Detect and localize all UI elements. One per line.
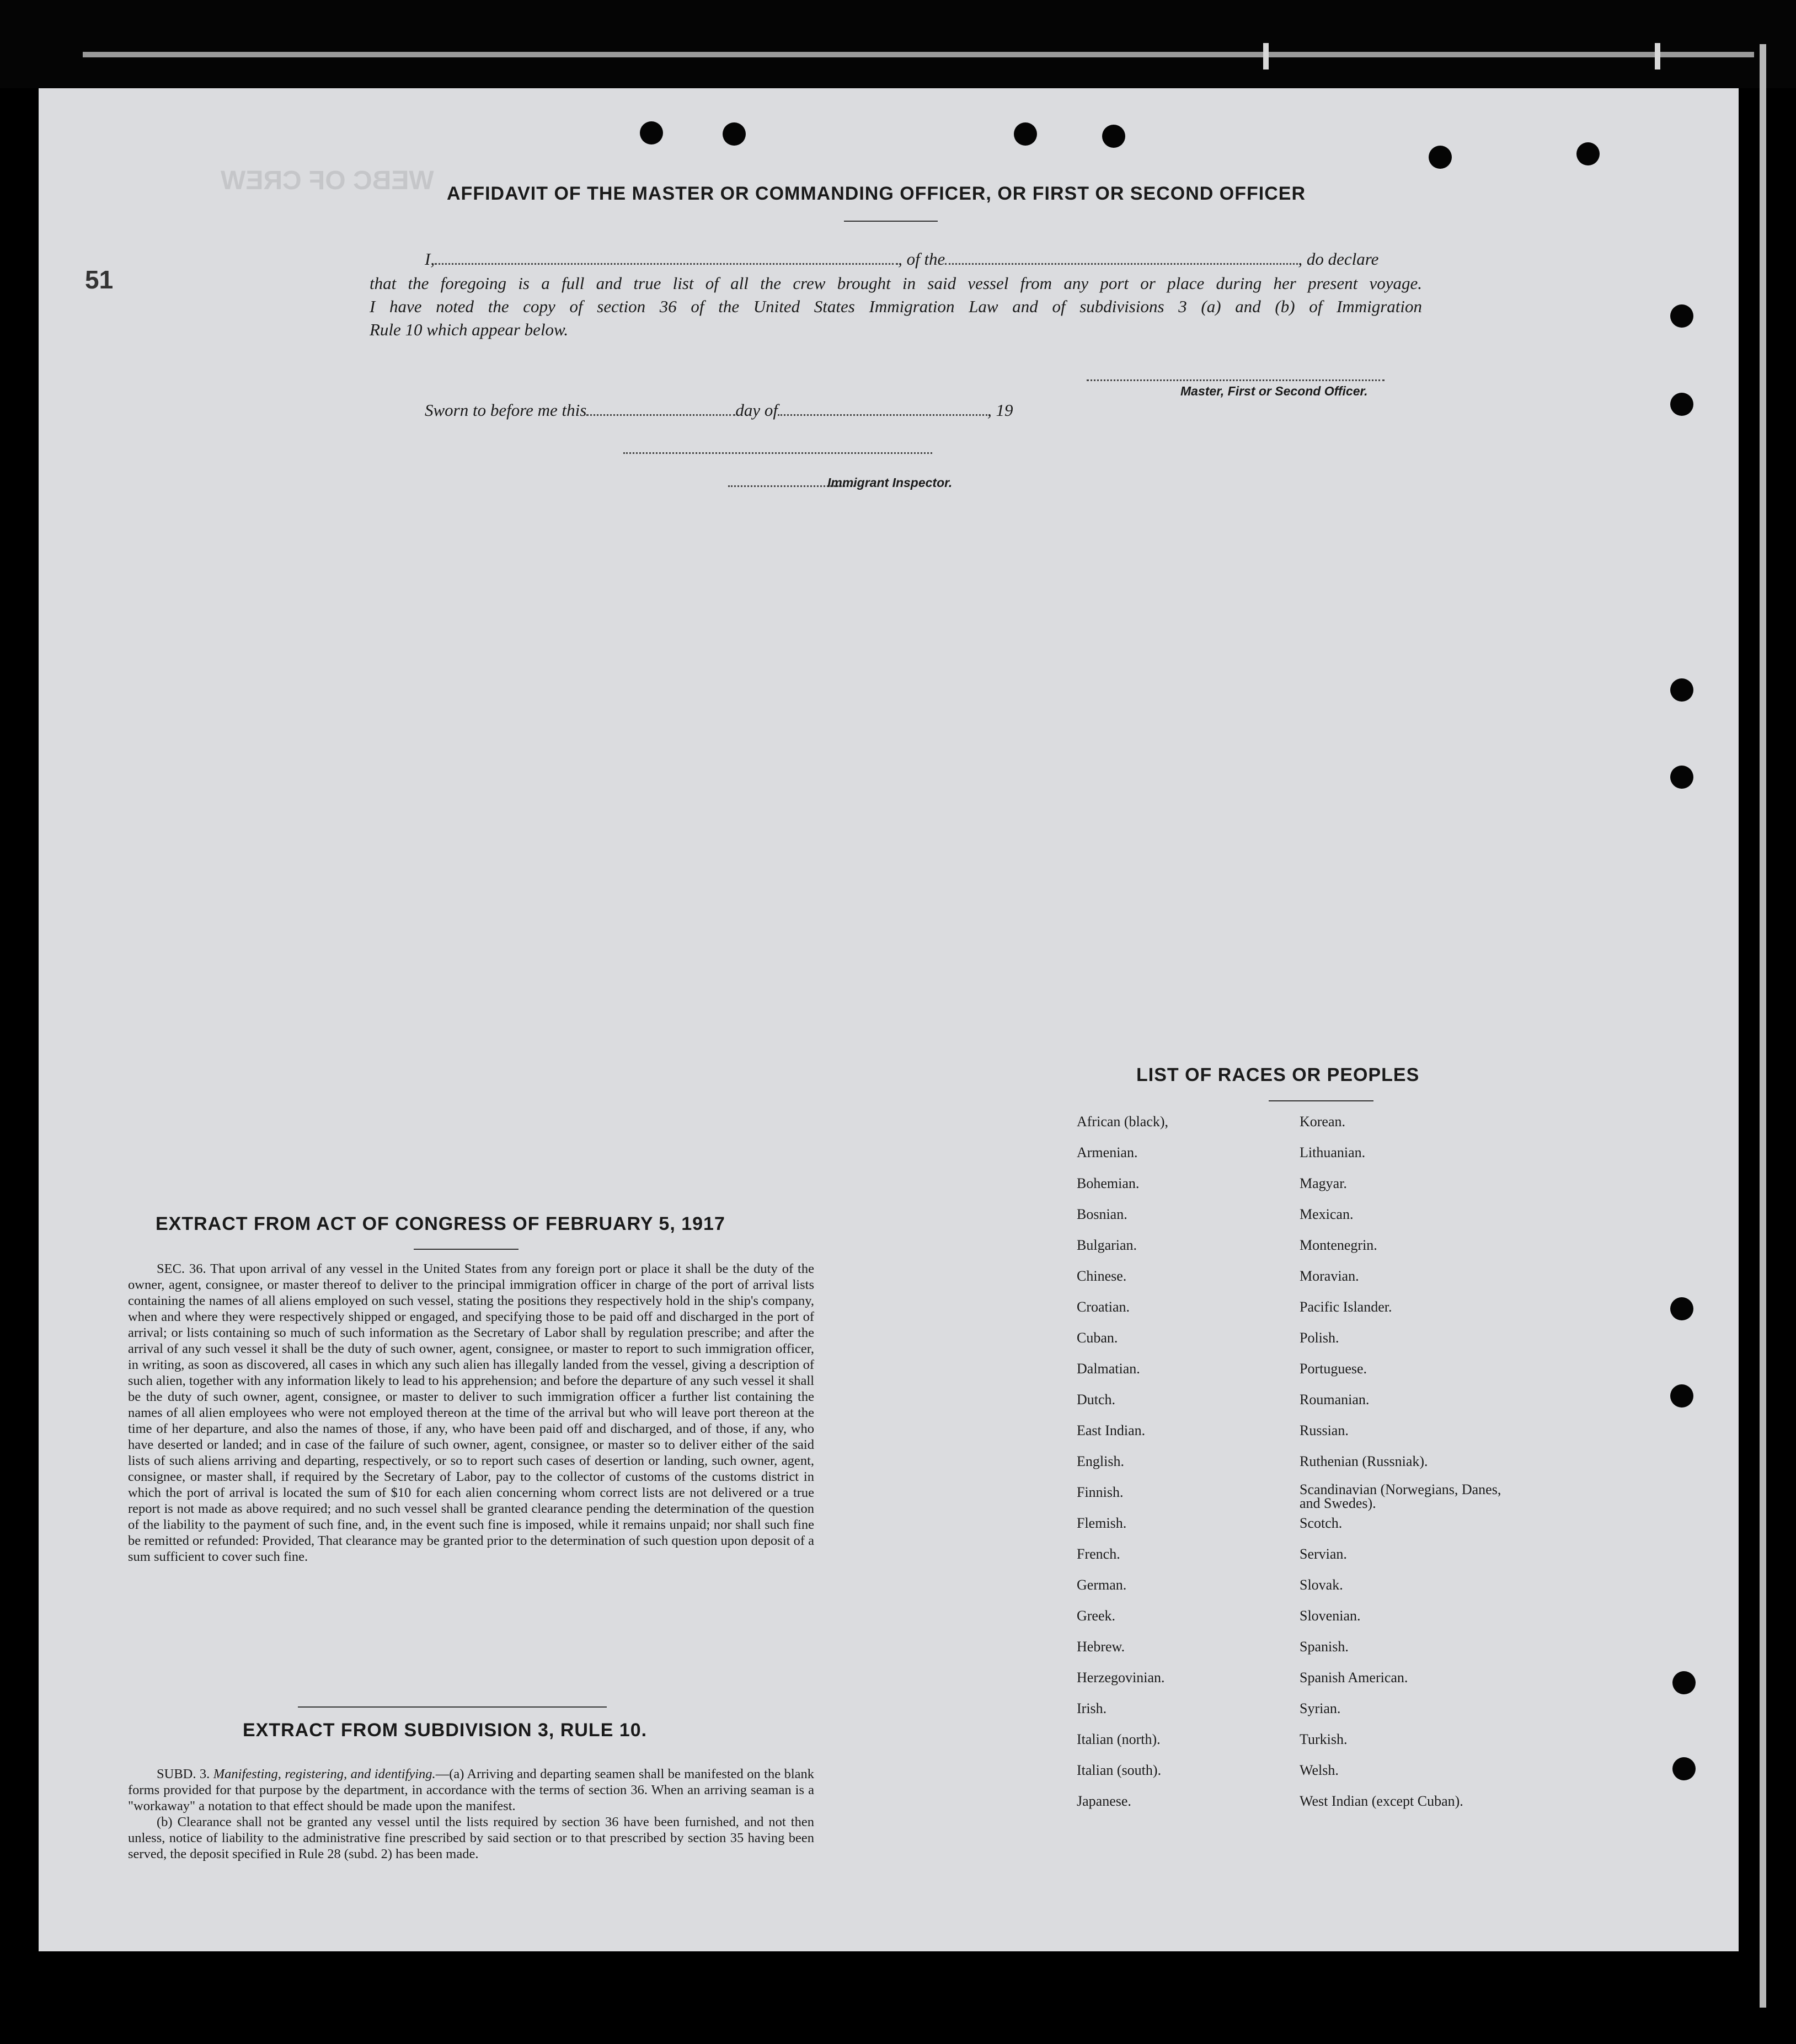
margin-number: 51	[85, 265, 114, 294]
race-entry: Moravian.	[1300, 1268, 1359, 1284]
race-entry: Spanish American.	[1300, 1670, 1408, 1686]
race-entry: Chinese.	[1077, 1268, 1127, 1284]
bleed-through-text: WEBC OF CREW	[221, 166, 434, 195]
race-entry: Syrian.	[1300, 1700, 1341, 1716]
title-rule	[844, 221, 938, 222]
race-entry: Irish.	[1077, 1700, 1107, 1716]
race-entry: Hebrew.	[1077, 1639, 1125, 1655]
subd-a-paragraph	[128, 1766, 814, 1814]
race-entry: Bosnian.	[1077, 1206, 1127, 1222]
section-36-text	[128, 1261, 814, 1565]
declaration-line-2: I have noted the copy of section 36 of the United States Immigration Law and of subdivisions 3 (a) and (b) of Immigration	[370, 297, 1422, 316]
punch-hole	[1429, 146, 1452, 169]
subd-heading: Manifesting, registering, and identifying.	[213, 1767, 436, 1781]
punch-hole	[1576, 142, 1600, 165]
race-entry: Cuban.	[1077, 1330, 1118, 1346]
film-tick	[1263, 43, 1269, 69]
race-entry: Bulgarian.	[1077, 1237, 1137, 1253]
punch-hole	[1670, 766, 1693, 789]
day-blank	[586, 402, 735, 416]
race-entry: Magyar.	[1300, 1175, 1347, 1191]
punch-hole	[1670, 304, 1693, 328]
race-entry: Scandinavian (Norwegians, Danes, and Swedes).	[1300, 1481, 1501, 1511]
inspector-signature-blank	[623, 452, 932, 454]
punch-hole	[1670, 1297, 1693, 1320]
race-entry: Spanish.	[1300, 1639, 1349, 1655]
punch-hole	[1672, 1757, 1696, 1780]
race-entry: Pacific Islander.	[1300, 1299, 1392, 1315]
year-label: , 19	[987, 400, 1013, 420]
day-of-label: day of	[735, 400, 778, 420]
film-edge-line	[83, 52, 1754, 57]
declaration-fill-line	[425, 249, 1378, 269]
sworn-label: Sworn to before me this	[425, 400, 587, 420]
race-entry: Finnish.	[1077, 1484, 1124, 1500]
punch-hole	[1672, 1671, 1696, 1694]
races-title: LIST OF RACES OR PEOPLES	[1136, 1064, 1420, 1085]
punch-hole	[1670, 393, 1693, 416]
race-entry: Montenegrin.	[1300, 1237, 1377, 1253]
race-entry: Dutch.	[1077, 1392, 1116, 1408]
act-extract-title: EXTRACT FROM ACT OF CONGRESS OF FEBRUARY 5, 1917	[156, 1213, 725, 1234]
affidavit-title: AFFIDAVIT OF THE MASTER OR COMMANDING OFFICER, OR FIRST OR SECOND OFFICER	[447, 183, 1306, 204]
race-entry: East Indian.	[1077, 1422, 1146, 1438]
film-edge-right	[1760, 44, 1766, 2008]
film-tick	[1655, 43, 1660, 69]
race-entry: Croatian.	[1077, 1299, 1130, 1315]
race-entry: Slovenian.	[1300, 1608, 1361, 1624]
do-declare-label: , do declare	[1298, 249, 1379, 269]
race-entry: Lithuanian.	[1300, 1144, 1366, 1160]
punch-hole	[640, 121, 663, 145]
race-entry: Servian.	[1300, 1546, 1347, 1562]
race-entry: Scotch.	[1300, 1515, 1343, 1531]
race-entry: Mexican.	[1300, 1206, 1354, 1222]
punch-hole	[1102, 125, 1125, 148]
race-entry: West Indian (except Cuban).	[1300, 1793, 1463, 1809]
i-label: I,	[425, 249, 435, 269]
punch-hole	[723, 122, 746, 146]
declaration-line-1: that the foregoing is a full and true list of all the crew brought in said vessel from any port or place during her present voyage.	[370, 274, 1422, 293]
subd-a-text: —(a) Arriving and departing seamen shall be manifested on the blank forms provided for that purpose by the department, in accordance with the terms of section 36. When an arriving seaman is a "workaway" a notation to that effect should be made upon the manifest.	[128, 1767, 814, 1813]
race-entry: Greek.	[1077, 1608, 1116, 1624]
race-entry: Dalmatian.	[1077, 1361, 1140, 1377]
section-rule	[414, 1249, 519, 1250]
section-36-paragraph: SEC. 36. That upon arrival of any vessel in the United States from any foreign port or place it shall be the duty of the owner, agent, consignee, or master thereof to deliver to the principal immigration officer in charge of the port of arrival lists containing the names of all aliens employed on such vessel, stating the positions they respectively hold in the ship's company, when and where they were respectively shipped or engaged, and specifying those to be paid off and discharged in the port of arrival; or lists containing so much of such information as the Secretary of Labor shall by regulation prescribe; and after the arrival of any such vessel it shall be the duty of such owner, agent, consignee, or master to report to such immigration officer, in writing, as soon as discovered, all cases in which any such alien has illegally landed from the vessel, giving a description of such alien, together with any information likely to lead to his apprehension; and before the departure of any such vessel it shall be the duty of such owner, agent, consignee, or master to deliver to such immigration officer a further list containing the names of all alien employees who were not employed thereon at the time of the arrival but who will leave port thereon at the time of her departure, and also the names of those, if any, who have been paid off and discharged, and of those, if any, who have deserted or landed; and in case of the failure of such owner, agent, consignee, or master so to deliver either of the said lists of such aliens arriving and departing, respectively, or so to report such cases of desertion or landing, such owner, agent, consignee, or master shall, if required by the Secretary of Labor, pay to the collector of customs of the customs district in which the port of arrival is located the sum of $10 for each alien concerning whom correct lists are not delivered or a true report is not made as above required; and no such vessel shall be granted clearance pending the determination of the question of the liability to the payment of such fine, and, in the event such fine is imposed, while it remains unpaid; nor shall such fine be remitted or refunded: Provided, That clearance may be granted prior to the determination of such question upon deposit of a sum sufficient to cover such fine.	[128, 1261, 814, 1564]
race-entry: Armenian.	[1077, 1144, 1138, 1160]
races-rule	[1269, 1100, 1373, 1101]
race-entry: German.	[1077, 1577, 1127, 1593]
rule-extract-title: EXTRACT FROM SUBDIVISION 3, RULE 10.	[243, 1720, 648, 1741]
punch-hole	[1014, 122, 1037, 146]
race-entry: Herzegovinian.	[1077, 1670, 1165, 1686]
name-blank	[435, 251, 898, 265]
punch-hole	[1670, 1384, 1693, 1408]
race-entry: Korean.	[1300, 1114, 1346, 1130]
race-entry: Turkish.	[1300, 1731, 1348, 1747]
race-entry: Roumanian.	[1300, 1392, 1370, 1408]
subd-b-paragraph: (b) Clearance shall not be granted any vessel until the lists required by section 36 have been furnished, and not then unless, notice of liability to the administrative fine prescribed by said section or to that prescribed by section 35 having been served, the deposit specified in Rule 28 (subd. 2) has been made.	[128, 1815, 814, 1861]
race-entry: Slovak.	[1300, 1577, 1343, 1593]
punch-hole	[1670, 678, 1693, 702]
rule-10-text	[128, 1766, 814, 1862]
vessel-blank	[945, 251, 1298, 265]
section-divider	[298, 1706, 607, 1708]
race-entry: Bohemian.	[1077, 1175, 1140, 1191]
race-entry: African (black),	[1077, 1114, 1169, 1130]
month-blank	[778, 402, 987, 416]
race-entry: Flemish.	[1077, 1515, 1127, 1531]
film-border-top	[0, 0, 1796, 88]
subd-label: SUBD. 3.	[157, 1767, 210, 1781]
race-entry: Portuguese.	[1300, 1361, 1367, 1377]
race-entry: French.	[1077, 1546, 1120, 1562]
sworn-line	[425, 400, 1013, 420]
race-entry: Italian (south).	[1077, 1762, 1162, 1778]
race-entry: English.	[1077, 1453, 1124, 1469]
race-entry: Polish.	[1300, 1330, 1339, 1346]
race-entry: Italian (north).	[1077, 1731, 1161, 1747]
master-signature-label: Master, First or Second Officer.	[1180, 384, 1368, 398]
inspector-label: Immigrant Inspector.	[827, 475, 953, 490]
document-page	[39, 88, 1739, 1951]
master-signature-blank	[1087, 379, 1385, 381]
race-entry: Welsh.	[1300, 1762, 1339, 1778]
race-entry: Russian.	[1300, 1422, 1349, 1438]
race-entry: Ruthenian (Russniak).	[1300, 1453, 1428, 1469]
declaration-line-3: Rule 10 which appear below.	[370, 320, 569, 339]
race-entry: Japanese.	[1077, 1793, 1131, 1809]
of-the-label: , of the	[898, 249, 945, 269]
